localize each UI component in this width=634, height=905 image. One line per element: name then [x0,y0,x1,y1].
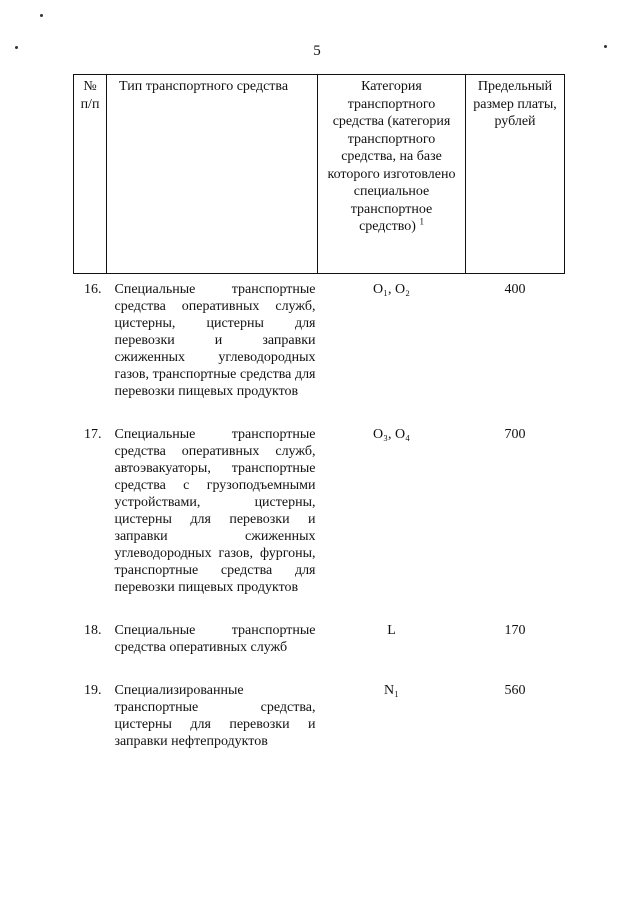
scan-speck [40,14,43,17]
table-row [74,622,565,682]
row-vehicle-type: Специальные транспортные средства оперативных служб, автоэвакуаторы, транспортные средства с грузоподъемными устройствами, цистерны, цистерны для перевозки и заправки сжиженных углеводородных газов, фургоны, транспортные средства для перевозки пищевых продуктов [114,427,316,595]
row-fee: 400 [504,282,526,297]
table-row [74,682,565,750]
fee-table [73,74,565,750]
row-vehicle-type: Специализированные транспортные средства, цистерны для перевозки и заправки нефтепродуктов [114,683,316,749]
row-number: 16. [84,282,102,297]
row-number: 18. [84,623,102,638]
header-category: Категория транспортного средства (категория транспортного средства, на базе которого изготовлено специальное транспортное средство) $^1$ [318,75,466,274]
header-type: Тип транспортного средства [107,75,318,274]
table-row [74,274,565,427]
row-fee: 700 [504,427,526,442]
row-number: 19. [84,683,102,698]
table-header-row [74,75,565,274]
row-vehicle-type: Специальные транспортные средства оперативных служб, цистерны, цистерны для перевозки и заправки сжиженных углеводородных газов, транспортные средства для перевозки пищевых продуктов [114,282,316,399]
row-vehicle-type: Специальные транспортные средства оперативных служб [114,623,316,655]
footnote-mark: 1 [419,216,424,227]
row-fee: 170 [504,623,526,638]
row-category: O₃, O₄ [373,427,410,442]
row-category: L [387,623,396,638]
table-row [74,426,565,622]
page-number: 5 [313,43,321,59]
row-number: 17. [84,427,102,442]
row-category: N₁ [384,683,399,698]
header-fee: Предельный размер платы, рублей [466,75,565,274]
row-category: O₁, O₂ [373,282,410,297]
row-fee: 560 [504,683,526,698]
header-num: № п/п [74,75,107,274]
